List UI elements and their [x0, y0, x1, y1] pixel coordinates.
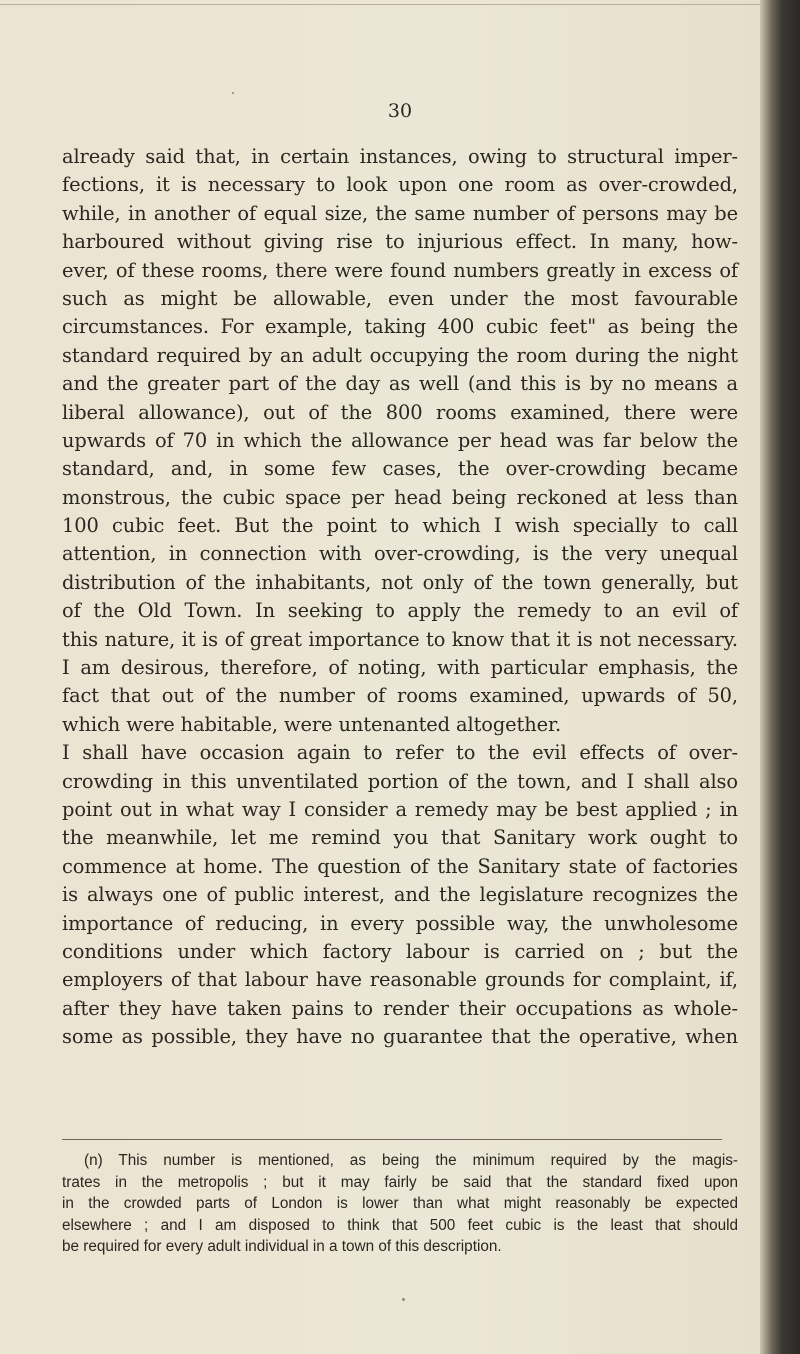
body-line: I shall have occasion again to refer to the evil effects of over- — [62, 741, 738, 765]
body-line: monstrous, the cubic space per head being reckoned at less than — [62, 485, 738, 509]
body-line: circumstances. For example, taking 400 cubic feet" as being the — [62, 315, 738, 339]
paper-speck — [232, 92, 234, 94]
body-line: standard, and, in some few cases, the over-crowding became — [62, 457, 738, 481]
body-line: already said that, in certain instances, owing to structural imper- — [62, 145, 738, 168]
body-line: while, in another of equal size, the same number of persons may be — [62, 201, 738, 225]
body-line: which were habitable, were untenanted altogether. — [62, 712, 562, 736]
body-line: employers of that labour have reasonable grounds for complaint, if, — [62, 968, 738, 992]
body-line: liberal allowance), out of the 800 rooms examined, there were — [62, 400, 738, 424]
body-line: such as might be allowable, even under the most favourable — [62, 286, 738, 310]
body-line: 100 cubic feet. But the point to which I wish specially to call — [62, 514, 738, 538]
body-line: harboured without giving rise to injurious effect. In many, how- — [62, 230, 738, 254]
footnote-rule — [62, 1139, 722, 1140]
page-number: 30 — [387, 100, 413, 122]
body-line: fections, it is necessary to look upon one room as over-crowded, — [62, 173, 738, 197]
footnote — [62, 1150, 738, 1258]
top-edge-rule — [0, 4, 760, 5]
body-line: importance of reducing, in every possible way, the unwholesome — [62, 911, 738, 935]
footnote-line: (n) This number is mentioned, as being the minimum required by the magis- — [84, 1152, 738, 1169]
book-binding-edge — [760, 0, 800, 1354]
body-line: I am desirous, therefore, of noting, with particular emphasis, the — [62, 656, 738, 680]
footnote-line: in the crowded parts of London is lower than what might reasonably be expected — [62, 1195, 738, 1212]
body-line: fact that out of the number of rooms examined, upwards of 50, — [62, 684, 738, 708]
body-line: crowding in this unventilated portion of the town, and I shall also — [62, 769, 738, 793]
body-line: conditions under which factory labour is carried on ; but the — [62, 939, 738, 963]
footnote-line: trates in the metropolis ; but it may fairly be said that the standard fixed upon — [62, 1173, 738, 1191]
paper-speck — [402, 1298, 405, 1301]
body-line: this nature, it is of great importance to know that it is not necessary. — [62, 627, 738, 651]
body-line: ever, of these rooms, there were found numbers greatly in excess of — [62, 258, 738, 282]
body-line: some as possible, they have no guarantee that the operative, when — [62, 1025, 738, 1049]
body-line: upwards of 70 in which the allowance per head was far below the — [62, 428, 738, 452]
body-line: standard required by an adult occupying the room during the night — [62, 343, 738, 367]
body-line: attention, in connection with over-crowding, is the very unequal — [62, 542, 738, 566]
body-line: the meanwhile, let me remind you that Sanitary work ought to — [62, 826, 738, 850]
body-line: after they have taken pains to render their occupations as whole- — [62, 996, 738, 1020]
footnote-line: be required for every adult individual in a town of this description. — [62, 1238, 502, 1255]
body-line: is always one of public interest, and the legislature recognizes the — [62, 883, 738, 907]
body-line: commence at home. The question of the Sanitary state of factories — [62, 854, 738, 878]
body-line: point out in what way I consider a remedy may be best applied ; in — [62, 797, 738, 821]
body-text — [62, 143, 738, 1052]
body-line: and the greater part of the day as well (and this is by no means a — [62, 372, 738, 396]
footnote-line: elsewhere ; and I am disposed to think that 500 feet cubic is the least that should — [62, 1216, 738, 1234]
body-line: distribution of the inhabitants, not only of the town generally, but — [62, 570, 738, 594]
body-line: of the Old Town. In seeking to apply the remedy to an evil of — [62, 599, 738, 623]
